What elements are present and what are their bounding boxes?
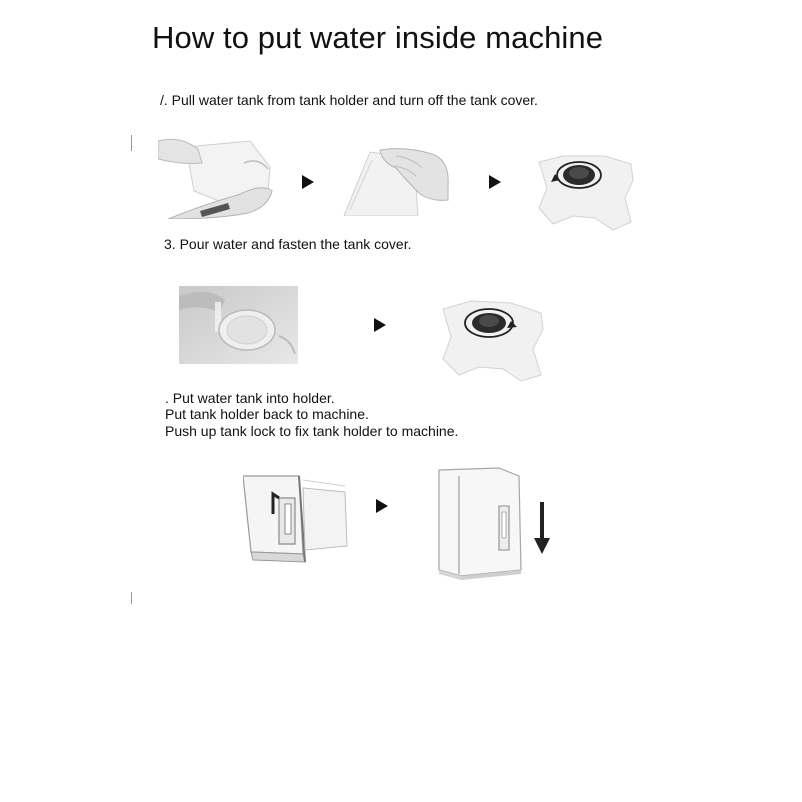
margin-mark-top: [131, 135, 132, 151]
margin-mark-bottom: [131, 592, 132, 604]
step-3-instruction-line-3: Push up tank lock to fix tank holder to machine.: [165, 423, 459, 439]
pouring-water-photo: [179, 286, 298, 364]
machine-with-tank-holder-illustration: [437, 466, 523, 580]
page-title: How to put water inside machine: [152, 20, 604, 55]
flow-arrow-icon: [374, 318, 386, 332]
tank-cap-fasten-illustration: [437, 295, 547, 383]
flow-arrow-icon: [489, 175, 501, 189]
tank-cap-unscrew-illustration: [533, 148, 637, 232]
flow-arrow-icon: [302, 175, 314, 189]
step-2-instruction: 3. Pour water and fasten the tank cover.: [164, 236, 412, 252]
hand-removing-tank-photo: [336, 146, 452, 216]
flow-arrow-icon: [376, 499, 388, 513]
step-3-instruction-line-2: Put tank holder back to machine.: [165, 406, 369, 422]
step-3-instruction-line-1: . Put water tank into holder.: [165, 390, 335, 406]
down-arrow-icon: [534, 502, 550, 554]
hands-pulling-tank-photo: [158, 133, 276, 219]
step-1-instruction: /. Pull water tank from tank holder and turn off the tank cover.: [160, 92, 538, 108]
tank-holder-insert-illustration: [243, 474, 351, 566]
